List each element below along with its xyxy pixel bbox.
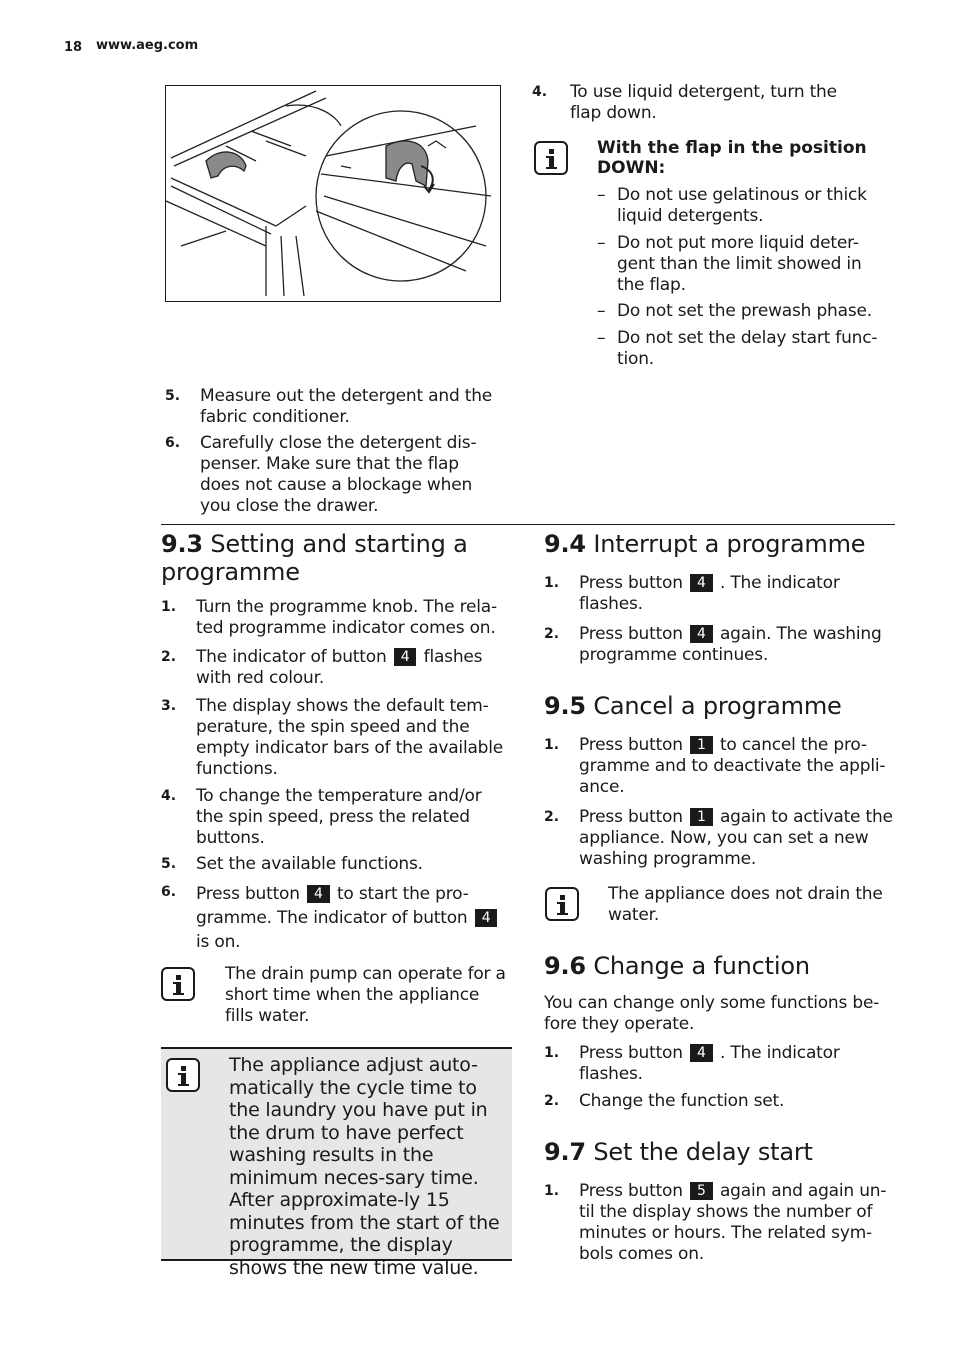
step-text: Change the function set. xyxy=(579,1091,785,1111)
step-number: 2. xyxy=(544,809,560,825)
step-text: Press button 4 to start the pro-gramme. The indicator of button 4 is on. xyxy=(196,882,511,954)
section-heading-9-5: 9.5 Cancel a programme xyxy=(544,692,842,720)
list-item xyxy=(161,597,511,639)
step-number: 3. xyxy=(161,698,177,714)
bullet-text: Do not set the prewash phase. xyxy=(617,301,872,321)
step-text: Press button 1 again to activate the appliance. Now, you can set a new washing programme. xyxy=(579,807,893,869)
button-indicator: 4 xyxy=(690,1044,713,1062)
step-number: 1. xyxy=(161,599,177,615)
info-icon xyxy=(161,967,195,1001)
list-item: – Do not put more liquid deter-gent than the limit showed in the flap. xyxy=(597,233,887,296)
list-item xyxy=(165,433,510,517)
note-title: With the flap in the position DOWN: xyxy=(597,138,867,178)
website-url: www.aeg.com xyxy=(96,38,199,53)
list-item xyxy=(165,386,510,428)
step-text: Press button 4 . The indicator flashes. xyxy=(579,573,840,614)
step-text: The indicator of button 4 flashes with red colour. xyxy=(196,647,483,688)
list-item xyxy=(161,854,511,875)
list-item xyxy=(161,882,511,954)
step-text: The display shows the default tem-perature, the spin speed and the empty indicator bars of the available functions. xyxy=(196,696,504,779)
step-number: 4. xyxy=(532,84,548,100)
bullet-text: Do not put more liquid deter-gent than the limit showed in the flap. xyxy=(617,233,862,295)
step-text: Press button 4 . The indicator flashes. xyxy=(579,1043,840,1084)
step-number: 1. xyxy=(544,1183,560,1199)
bullet-text: Do not use gelatinous or thick liquid detergents. xyxy=(617,185,867,226)
button-indicator: 4 xyxy=(690,625,713,643)
list-item xyxy=(544,735,894,798)
bullet-text: Do not set the delay start func-tion. xyxy=(617,328,878,369)
list-item xyxy=(532,82,892,124)
step-text: Press button 5 again and again un-til the display shows the number of minutes or hours. The related sym-bols comes on. xyxy=(579,1181,887,1264)
step-number: 6. xyxy=(165,435,181,451)
list-item xyxy=(544,807,894,870)
info-note: The drain pump can operate for a short time when the appliance fills water. xyxy=(225,964,506,1026)
step-number: 2. xyxy=(544,626,560,642)
button-indicator: 4 xyxy=(394,648,417,666)
step-number: 2. xyxy=(544,1093,560,1109)
info-icon xyxy=(534,141,568,175)
step-number: 4. xyxy=(161,788,177,804)
step-text: To change the temperature and/or the spin speed, press the related buttons. xyxy=(196,786,482,848)
step-text: Press button 1 to cancel the pro-gramme and to deactivate the appli-ance. xyxy=(579,735,886,797)
step-number: 1. xyxy=(544,737,560,753)
section-heading-9-6: 9.6 Change a function xyxy=(544,952,810,980)
step-number: 1. xyxy=(544,575,560,591)
list-item: – Do not set the prewash phase. xyxy=(597,301,887,322)
detergent-drawer-drawing xyxy=(166,86,500,301)
section-heading-9-3: 9.3 Setting and starting a programme xyxy=(161,530,468,586)
step-number: 2. xyxy=(161,649,177,665)
info-note: The appliance does not drain the water. xyxy=(608,884,883,925)
list-item xyxy=(544,573,894,615)
step-number: 5. xyxy=(161,856,177,872)
highlight-note-text: The appliance adjust auto-matically the cycle time to the laundry you have put in the drum to have perfect washing results in the minimum neces-sary time. After approximate-ly 15 minutes from the start of the programme, the display shows the new time value. xyxy=(229,1054,500,1279)
step-text: Turn the programme knob. The rela-ted programme indicator comes on. xyxy=(196,597,497,638)
highlight-note-box xyxy=(161,1047,512,1279)
button-indicator: 4 xyxy=(307,885,330,903)
step-number: 1. xyxy=(544,1045,560,1061)
button-indicator: 1 xyxy=(690,808,713,826)
section-heading-9-4: 9.4 Interrupt a programme xyxy=(544,530,866,558)
list-item: – Do not set the delay start func-tion. xyxy=(597,328,887,370)
step-text: Press button 4 again. The washing programme continues. xyxy=(579,624,882,665)
list-item xyxy=(544,624,894,666)
list-item xyxy=(544,1043,894,1085)
button-indicator: 1 xyxy=(690,736,713,754)
info-icon xyxy=(166,1058,200,1092)
list-item xyxy=(161,786,511,849)
step-number: 5. xyxy=(165,388,181,404)
detergent-drawer-illustration xyxy=(165,85,501,302)
step-text: Set the available functions. xyxy=(196,854,423,874)
list-item xyxy=(544,1181,894,1265)
list-item: – Do not use gelatinous or thick liquid detergents. xyxy=(597,185,887,227)
button-indicator: 4 xyxy=(475,909,498,927)
list-item xyxy=(161,647,511,689)
section-divider xyxy=(161,524,895,525)
section-heading-9-7: 9.7 Set the delay start xyxy=(544,1138,813,1166)
step-number: 6. xyxy=(161,884,177,900)
step-text: Measure out the detergent and the fabric conditioner. xyxy=(200,386,493,427)
step-text: Carefully close the detergent dis-penser. Make sure that the flap does not cause a blockage when you close the drawer. xyxy=(200,433,477,516)
info-icon xyxy=(545,887,579,921)
step-text: To use liquid detergent, turn the flap down. xyxy=(570,82,837,123)
section-intro: You can change only some functions be-fore they operate. xyxy=(544,993,880,1034)
page-number: 18 xyxy=(64,40,83,55)
button-indicator: 5 xyxy=(690,1182,713,1200)
list-item xyxy=(544,1091,894,1112)
button-indicator: 4 xyxy=(690,574,713,592)
list-item xyxy=(161,696,511,780)
